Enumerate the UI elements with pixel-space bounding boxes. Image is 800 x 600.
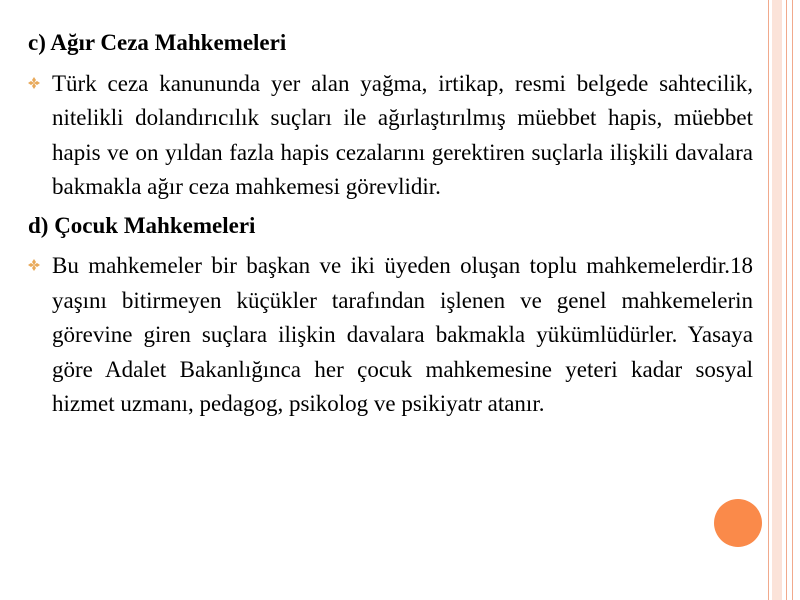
bullet-item-agir-ceza bbox=[28, 67, 753, 205]
bullet-text-cocuk: Bu mahkemeler bir başkan ve iki üyeden oluşan toplu mahkemelerdir.18 yaşını bitirmeyen küçükler tarafından işlenen ve genel mahkemelerin görevine giren suçlara ilişkin davalara bakmakla yükümlüdürler. Yasaya göre Adalet Bakanlığınca her çocuk mahkemesine yeteri kadar sosyal hizmet uzmanı, pedagog, psikolog ve psikiyatr atanır. bbox=[52, 253, 753, 416]
section-heading-agir-ceza: c) Ağır Ceza Mahkemeleri bbox=[28, 30, 287, 55]
section-heading-cocuk: d) Çocuk Mahkemeleri bbox=[28, 212, 256, 238]
bullet-item-cocuk bbox=[28, 249, 753, 422]
four-diamond-bullet-icon bbox=[28, 77, 40, 89]
right-stripe-band bbox=[772, 0, 782, 600]
right-stripe-line-1 bbox=[768, 0, 769, 600]
bullet-text-agir-ceza: Türk ceza kanununda yer alan yağma, irtikap, resmi belgede sahtecilik, nitelikli dolandırıcılık suçları ile ağırlaştırılmış müebbet hapis, müebbet hapis ve on yıldan fazla hapis cezalarını gerektiren suçlarla ilişkili davalara bakmakla ağır ceza mahkemesi görevlidir. bbox=[52, 70, 753, 199]
slide-content bbox=[28, 26, 753, 422]
four-diamond-bullet-icon bbox=[28, 259, 40, 271]
right-stripe-line-2 bbox=[786, 0, 787, 600]
right-stripe-line-3 bbox=[792, 0, 793, 600]
accent-dot bbox=[714, 499, 762, 547]
